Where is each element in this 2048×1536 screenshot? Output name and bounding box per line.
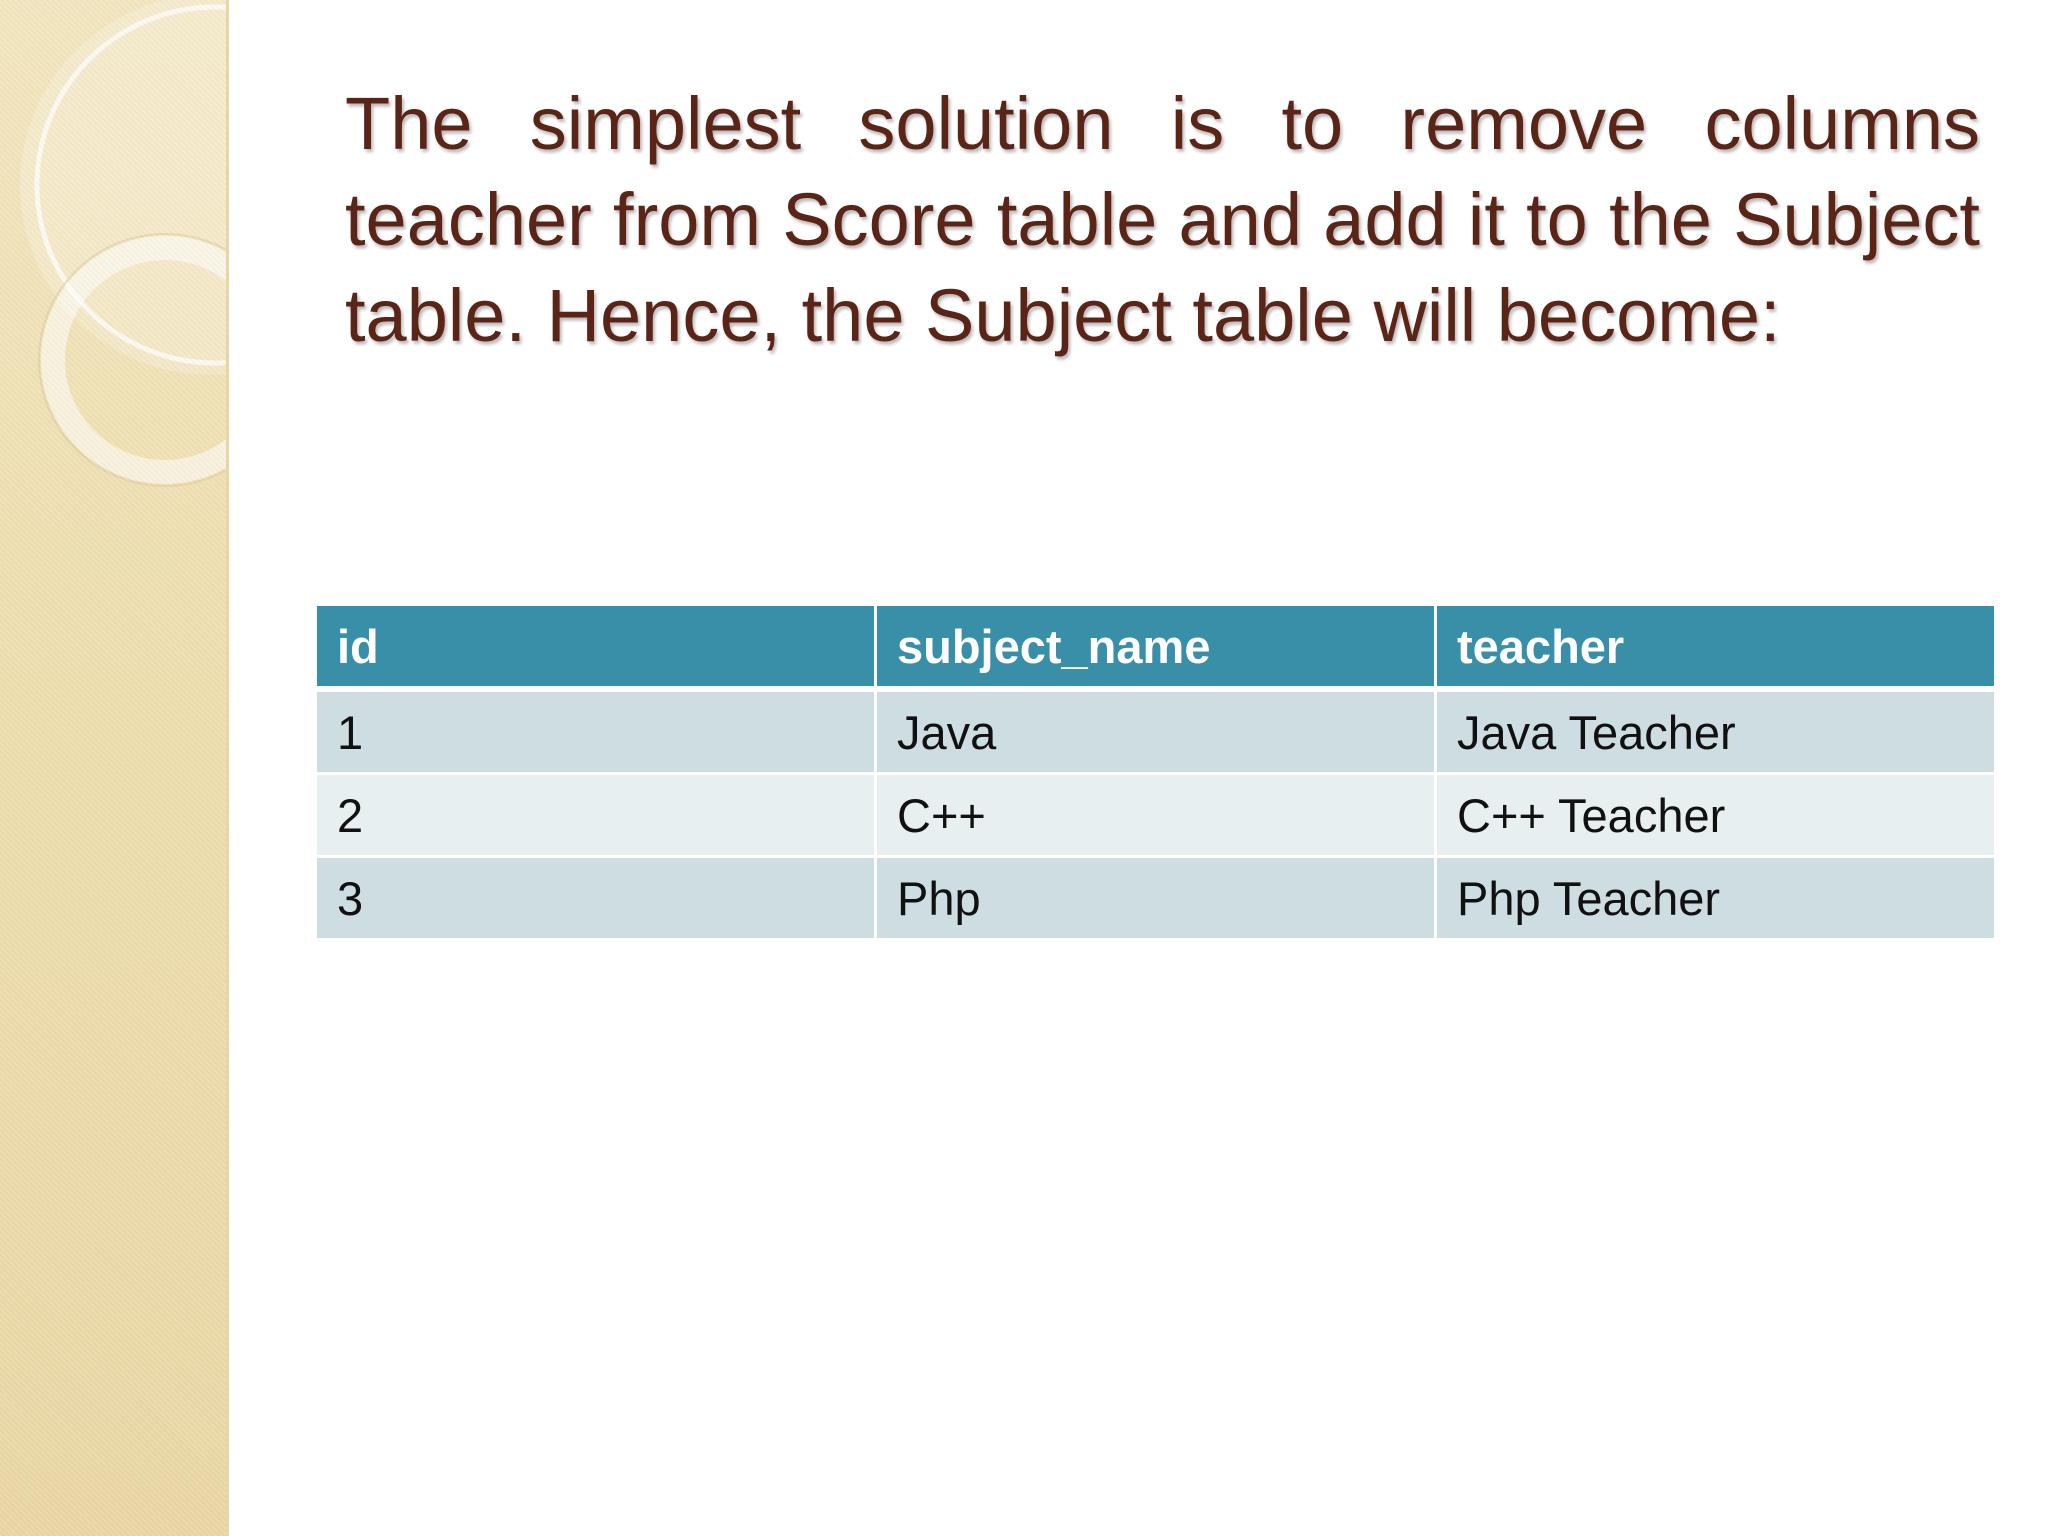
column-header-teacher: teacher [1436,606,1996,689]
subject-table [314,606,1997,941]
cell-teacher: C++ Teacher [1436,774,1996,857]
table-row [316,857,1996,940]
column-header-subject-name: subject_name [876,606,1436,689]
cell-teacher: Java Teacher [1436,689,1996,774]
table-header-row [316,606,1996,689]
cell-id: 1 [316,689,876,774]
cell-teacher: Php Teacher [1436,857,1996,940]
side-band-edge [226,0,229,1536]
cell-subject-name: Java [876,689,1436,774]
column-header-id: id [316,606,876,689]
slide-paragraph: The simplest solution is to remove columns teacher from Score table and add it to the Subject table. Hence, the Subject table will become: [345,82,1980,357]
table-row [316,689,1996,774]
cell-id: 2 [316,774,876,857]
cell-subject-name: Php [876,857,1436,940]
table-row [316,774,1996,857]
decorative-side-band [0,0,228,1536]
decorative-rings-icon [0,0,228,520]
cell-id: 3 [316,857,876,940]
cell-subject-name: C++ [876,774,1436,857]
